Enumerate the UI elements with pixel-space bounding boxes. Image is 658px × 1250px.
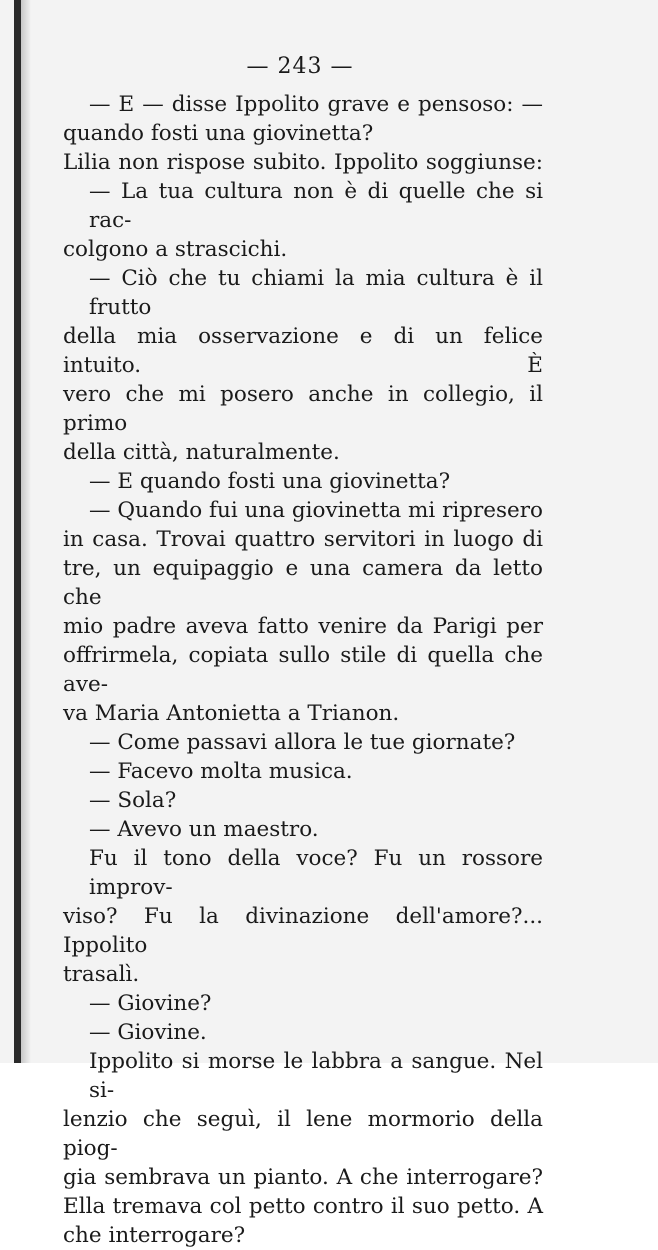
text-line: gia sembrava un pianto. A che interrogare? xyxy=(63,1165,543,1190)
text-line: — Giovine. xyxy=(89,1020,207,1045)
text-line: — Sola? xyxy=(89,788,177,813)
text-line: in casa. Trovai quattro servitori in luogo di xyxy=(63,527,543,552)
text-line: quando fosti una giovinetta? xyxy=(63,121,374,146)
text-line: della mia osservazione e di un felice intuito. È xyxy=(63,324,543,378)
text-line: trasalì. xyxy=(63,962,140,987)
text-line: viso? Fu la divinazione dell'amore?... Ippolito xyxy=(63,904,543,958)
text-line: colgono a strascichi. xyxy=(63,237,288,262)
text-line: Fu il tono della voce? Fu un rossore improv- xyxy=(89,846,543,900)
text-line: — Ciò che tu chiami la mia cultura è il frutto xyxy=(89,266,543,320)
text-line: lenzio che seguì, il lene mormorio della piog- xyxy=(63,1107,543,1161)
text-line: — E quando fosti una giovinetta? xyxy=(89,469,451,494)
text-line: tre, un equipaggio e una camera da letto che xyxy=(63,556,543,610)
text-line: — La tua cultura non è di quelle che si rac- xyxy=(89,179,543,233)
text-line: mio padre aveva fatto venire da Parigi per xyxy=(63,614,543,639)
page-number: — 243 — xyxy=(246,54,354,79)
text-line: — Quando fui una giovinetta mi ripresero xyxy=(89,498,543,523)
text-line: Ippolito si morse le labbra a sangue. Nel si- xyxy=(89,1049,543,1103)
body-text xyxy=(63,90,543,1250)
text-line: — Giovine? xyxy=(89,991,212,1016)
text-line: che interrogare? xyxy=(63,1223,246,1248)
text-line: vero che mi posero anche in collegio, il primo xyxy=(63,382,543,436)
binding-edge xyxy=(14,0,21,1063)
text-line: — Come passavi allora le tue giornate? xyxy=(89,730,516,755)
text-line: Ella tremava col petto contro il suo petto. A xyxy=(63,1194,543,1219)
text-line: Lilia non rispose subito. Ippolito soggiunse: xyxy=(63,150,543,175)
text-line: offrirmela, copiata sullo stile di quella che ave- xyxy=(63,643,543,697)
text-line: — Avevo un maestro. xyxy=(89,817,319,842)
text-line: della città, naturalmente. xyxy=(63,440,340,465)
text-line: — Facevo molta musica. xyxy=(89,759,353,784)
binding-shadow xyxy=(21,0,31,1063)
text-line: va Maria Antonietta a Trianon. xyxy=(63,701,400,726)
text-line: — E — disse Ippolito grave e pensoso: — xyxy=(89,92,543,117)
